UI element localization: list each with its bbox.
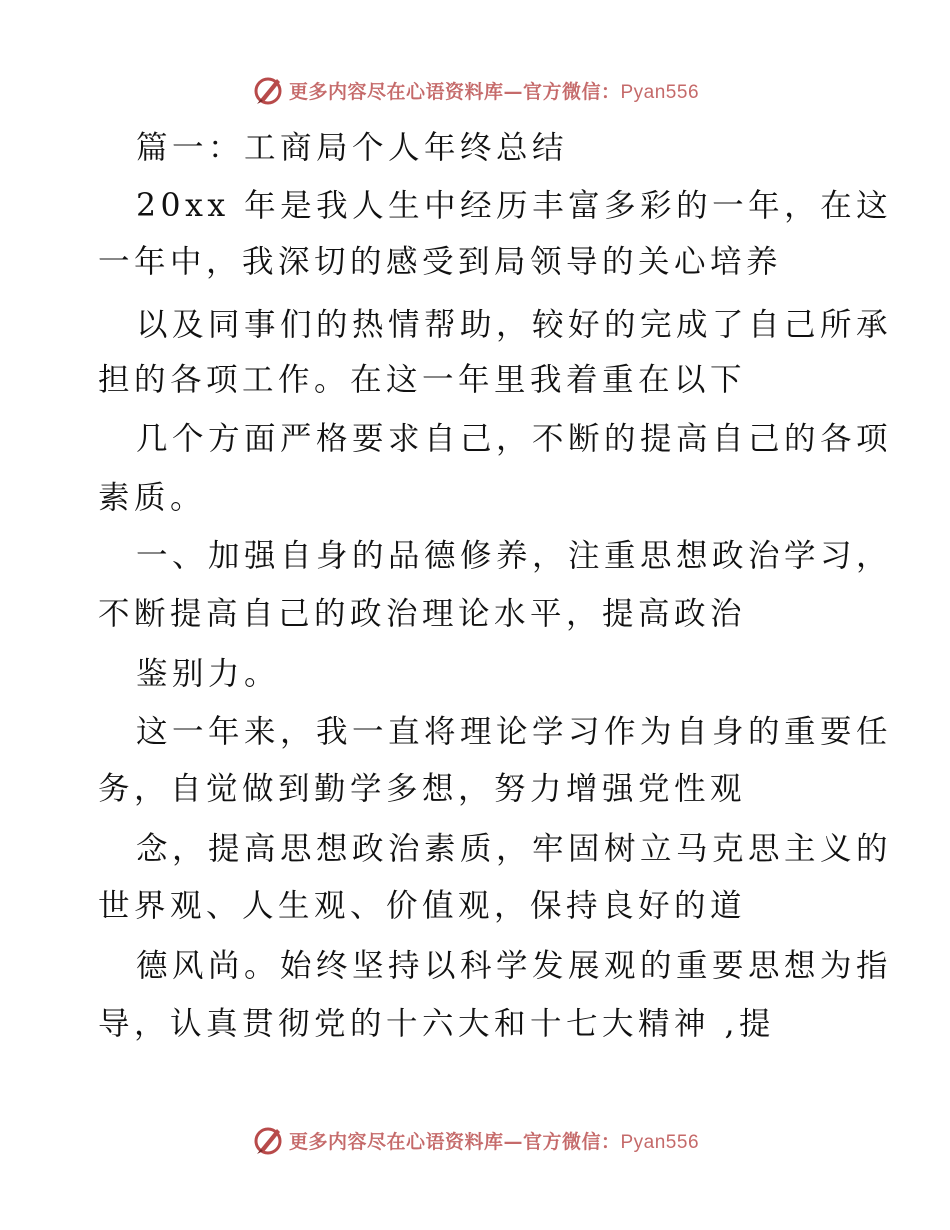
banner-wechat-label: 官方微信： [522,80,621,103]
text-line: 导，认真贯彻党的十六大和十七大精神 ,提 [98,1006,776,1042]
banner-text [289,77,699,104]
document-title: 篇一：工商局个人年终总结 [136,130,569,166]
header-banner [0,70,950,110]
text-line: 20xx 年是我人生中经历丰富多彩的一年，在这 [136,188,893,224]
banner-wechat-id: Pyan556 [620,1131,700,1153]
text-line: 几个方面严格要求自己，不断的提高自己的各项 [136,421,893,457]
text-line: 世界观、人生观、价值观，保持良好的道 [98,888,747,924]
text-line: 不断提高自己的政治理论水平，提高政治 [98,596,747,632]
text-line: 务，自觉做到勤学多想，努力增强党性观 [98,771,747,807]
text-line: 鉴别力。 [136,656,281,692]
banner-wechat-label: 官方微信： [522,1130,621,1153]
banner-main-text: 更多内容尽在心语资料库 [288,1130,504,1153]
text-line: 一、加强自身的品德修养，注重思想政治学习， [136,538,893,574]
quill-logo-icon [251,73,285,107]
quill-logo-icon [251,1123,285,1157]
banner-dash: — [503,80,523,103]
banner-wechat-id: Pyan556 [620,81,700,103]
text-line: 念，提高思想政治素质，牢固树立马克思主义的 [136,831,893,867]
text-line: 素质。 [98,480,207,516]
text-line: 以及同事们的热情帮助，较好的完成了自己所承 [136,307,893,343]
text-line: 一年中，我深切的感受到局领导的关心培养 [98,244,783,280]
text-line: 这一年来，我一直将理论学习作为自身的重要任 [136,714,893,750]
footer-banner [0,1120,950,1160]
banner-main-text: 更多内容尽在心语资料库 [288,80,504,103]
text-line: 担的各项工作。在这一年里我着重在以下 [98,362,747,398]
text-line: 德风尚。始终坚持以科学发展观的重要思想为指 [136,948,893,984]
banner-dash: — [503,1130,523,1153]
banner-text [289,1127,699,1154]
